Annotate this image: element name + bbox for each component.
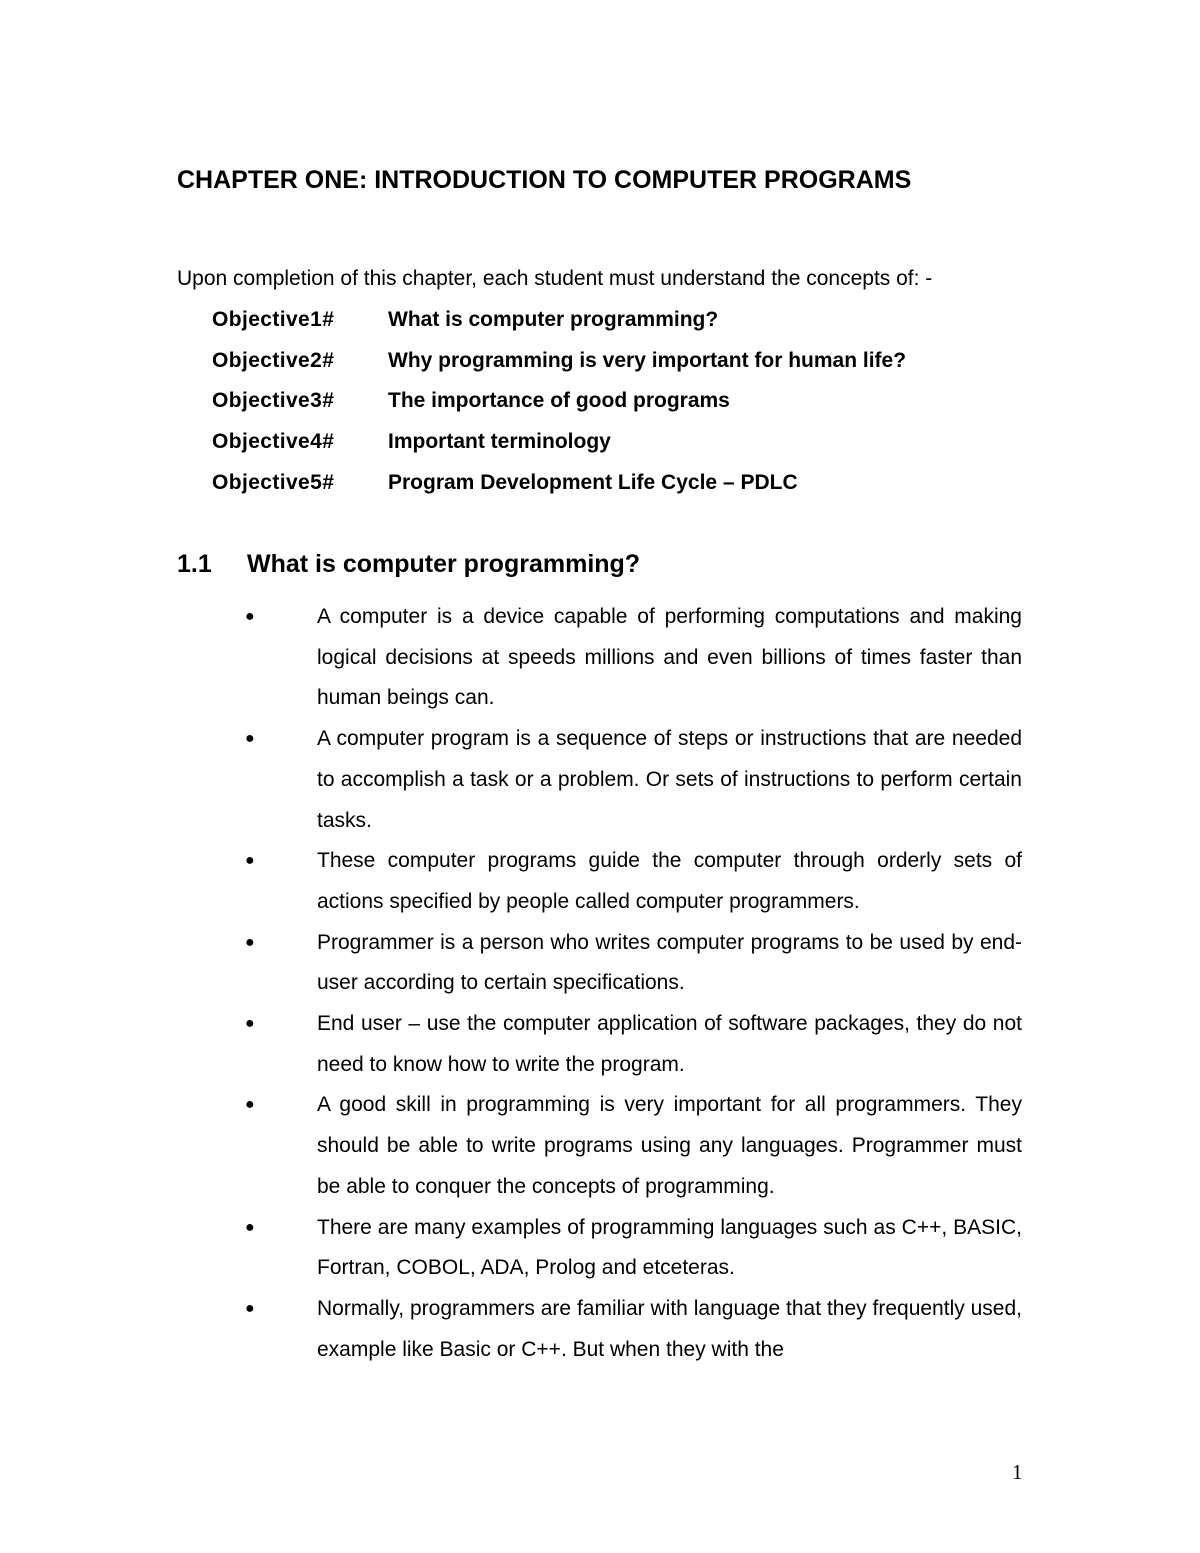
objective-code: Objective3# [212,389,335,413]
objective-item [212,429,906,470]
bullet-item [240,923,1022,1004]
objective-code: Objective1# [212,308,335,331]
bullet-item [240,1004,1022,1085]
objective-text: Important terminology [388,430,611,454]
bullet-text: Normally, programmers are familiar with language that they frequently used, example like Basic or C++. But when they with the [317,1296,1022,1361]
chapter-title: CHAPTER ONE: INTRODUCTION TO COMPUTER PROGRAMS [177,166,912,194]
objective-text: Program Development Life Cycle – PDLC [388,470,798,494]
bullet-item [240,719,1022,841]
bullet-icon: ● [245,730,255,748]
objective-item [212,307,906,348]
bullet-item [240,841,1022,922]
bullet-item [240,1289,1022,1370]
bullet-icon: ● [245,1218,255,1236]
bullet-icon: ● [245,1299,255,1317]
bullet-icon: ● [245,852,255,870]
objective-item [212,470,906,511]
bullet-text: A computer program is a sequence of steps or instructions that are needed to accomplish a task or a problem. Or sets of instructions to perform certain tasks. [317,727,1022,832]
chapter-intro: Upon completion of this chapter, each student must understand the concepts of: - [177,267,933,290]
bullet-item [240,597,1022,719]
objective-text: What is computer programming? [388,308,719,331]
bullet-text: These computer programs guide the computer through orderly sets of actions specified by people called computer programmers. [317,849,1022,913]
bullet-list [240,597,1022,1370]
section-number: 1.1 [177,550,212,578]
objective-code: Objective5# [212,470,335,494]
objective-item [212,348,906,389]
bullet-item [240,1208,1022,1289]
bullet-text: Programmer is a person who writes computer programs to be used by end-user according to certain specifications. [317,930,1022,995]
section-heading [177,550,640,579]
bullet-item [240,1085,1022,1207]
objective-code: Objective4# [212,430,335,454]
objective-code: Objective2# [212,348,335,372]
objective-item [212,388,906,429]
objective-text: Why programming is very important for human life? [388,348,907,372]
bullet-text: End user – use the computer application of software packages, they do not need to know how to write the program. [317,1012,1022,1076]
page-number: 1 [1012,1460,1023,1484]
bullet-icon: ● [245,1015,255,1033]
bullet-icon: ● [245,608,255,625]
objective-text: The importance of good programs [388,389,730,413]
bullet-icon: ● [245,1096,255,1114]
section-title: What is computer programming? [247,550,641,578]
bullet-text: A good skill in programming is very important for all programmers. They should be able to write programs using any languages. Programmer must be able to conquer the concepts of programming. [317,1093,1022,1198]
bullet-text: A computer is a device capable of performing computations and making logical decisions at speeds millions and even billions of times faster than human beings can. [317,605,1022,710]
bullet-icon: ● [245,933,255,951]
bullet-text: There are many examples of programming languages such as C++, BASIC, Fortran, COBOL, ADA, Prolog and etceteras. [317,1215,1022,1280]
objectives-list [212,307,906,510]
